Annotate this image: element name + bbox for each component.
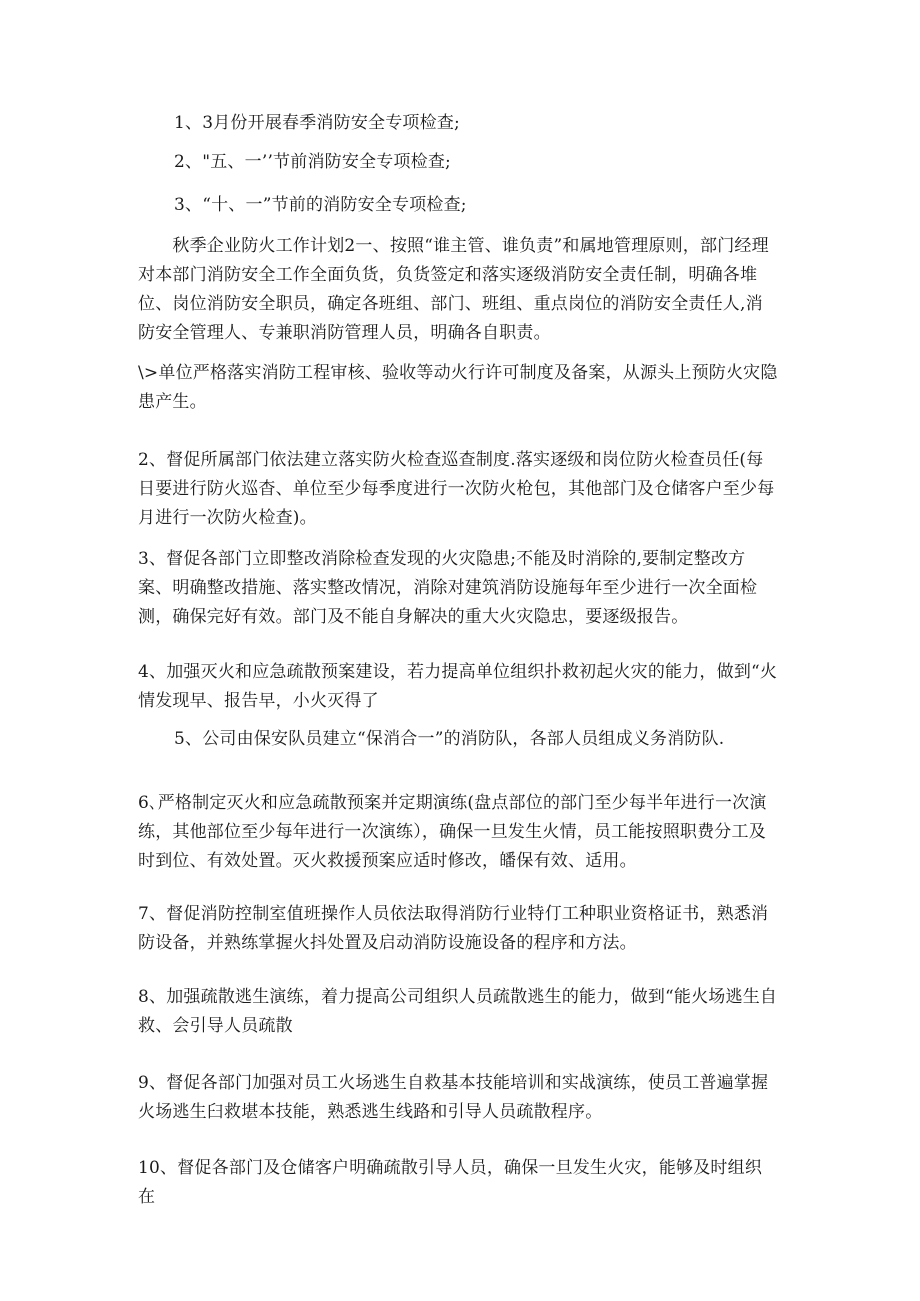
paragraph-1: 1、3月份开展春季消防安全专项检查; — [174, 113, 460, 133]
paragraph-8: 4、加强灭火和应急疏散预案建设，若力提高单位组织扑救初起火灾的能力，做到“火情发现早、报告早，小火灭得了 — [138, 662, 778, 711]
paragraph-4: 秋季企业防火工作计划2一、按照“谁主管、谁负责”和属地管理原则，部门经理对本部门消防安全工作全面负货，负货签定和落实逐级消防安全责任制，明确各堆位、岗位消防安全职员，确定各班组、部门、班组、重点岗位的消防安全责任人,消防安全管理人、专兼职消防管理人员，明确各自职责。 — [138, 236, 769, 343]
paragraph-11: 7、督促消防控制室值班操作人员依法取得消防行业特仃工种职业资格证书，熟悉消防设备，并熟练掌握火抖处置及启动消防设施设备的程序和方法。 — [138, 904, 769, 953]
paragraph-9: 5、公司由保安队员建立“保消合一”的消防队，各部人员组成义务消防队. — [174, 729, 725, 749]
paragraph-6: 2、督促所属部门依法建立落实防火检查巡查制度.落实逐级和岗位防火检查员任(每日要进行防火巡杳、单位至少每季度进行一次防火枪包，其他部门及仓储客户至少每月进行一次防火检查)。 — [138, 450, 775, 528]
paragraph-2: 2、"五、一’’节前消防安全专项检查; — [174, 152, 451, 172]
paragraph-5: \>单位严格落实消防工程审核、验收等动火行许可制度及备案，从源头上预防火灾隐患产生。 — [138, 363, 778, 412]
paragraph-13: 9、督促各部门加强对员工火场逃生自救基本技能培训和实战演练，使员工普遍掌握火场逃生臼救堪本技能，熟悉逃生线路和引导人员疏散程序。 — [138, 1073, 769, 1122]
paragraph-12: 8、加强疏散逃生演练，着力提高公司组织人员疏散逃生的能力，做到“能火场逃生自救、会引导人员疏散 — [138, 987, 778, 1036]
paragraph-3: 3、“十、一”节前的消防安全专项检查; — [174, 195, 467, 215]
paragraph-10: 6､严格制定灭火和应急疏散预案并定期演练(盘点部位的部门至少每半年进行一次演练，其他部位至少每年进行一次演练），确保一旦发生火情，员工能按照职费分工及时到位、有效处置。灭火救援预案应适时修改，皤保有效、适用。 — [138, 793, 767, 871]
paragraph-14: 10、督促各部门及仓储客户明确疏散引导人员，确保一旦发生火灾，能够及时组织在 — [138, 1158, 763, 1207]
paragraph-7: 3、督促各部门立即整改消除检查发现的火灾隐患;不能及时消除的,要制定整改方案、明确整改措施、落实整改情况，消除对建筑消防设施每年至少进行一次全面检测，确保完好有效。部门及不能自身解决的重大火灾隐忠，要逐级报告。 — [138, 549, 758, 627]
